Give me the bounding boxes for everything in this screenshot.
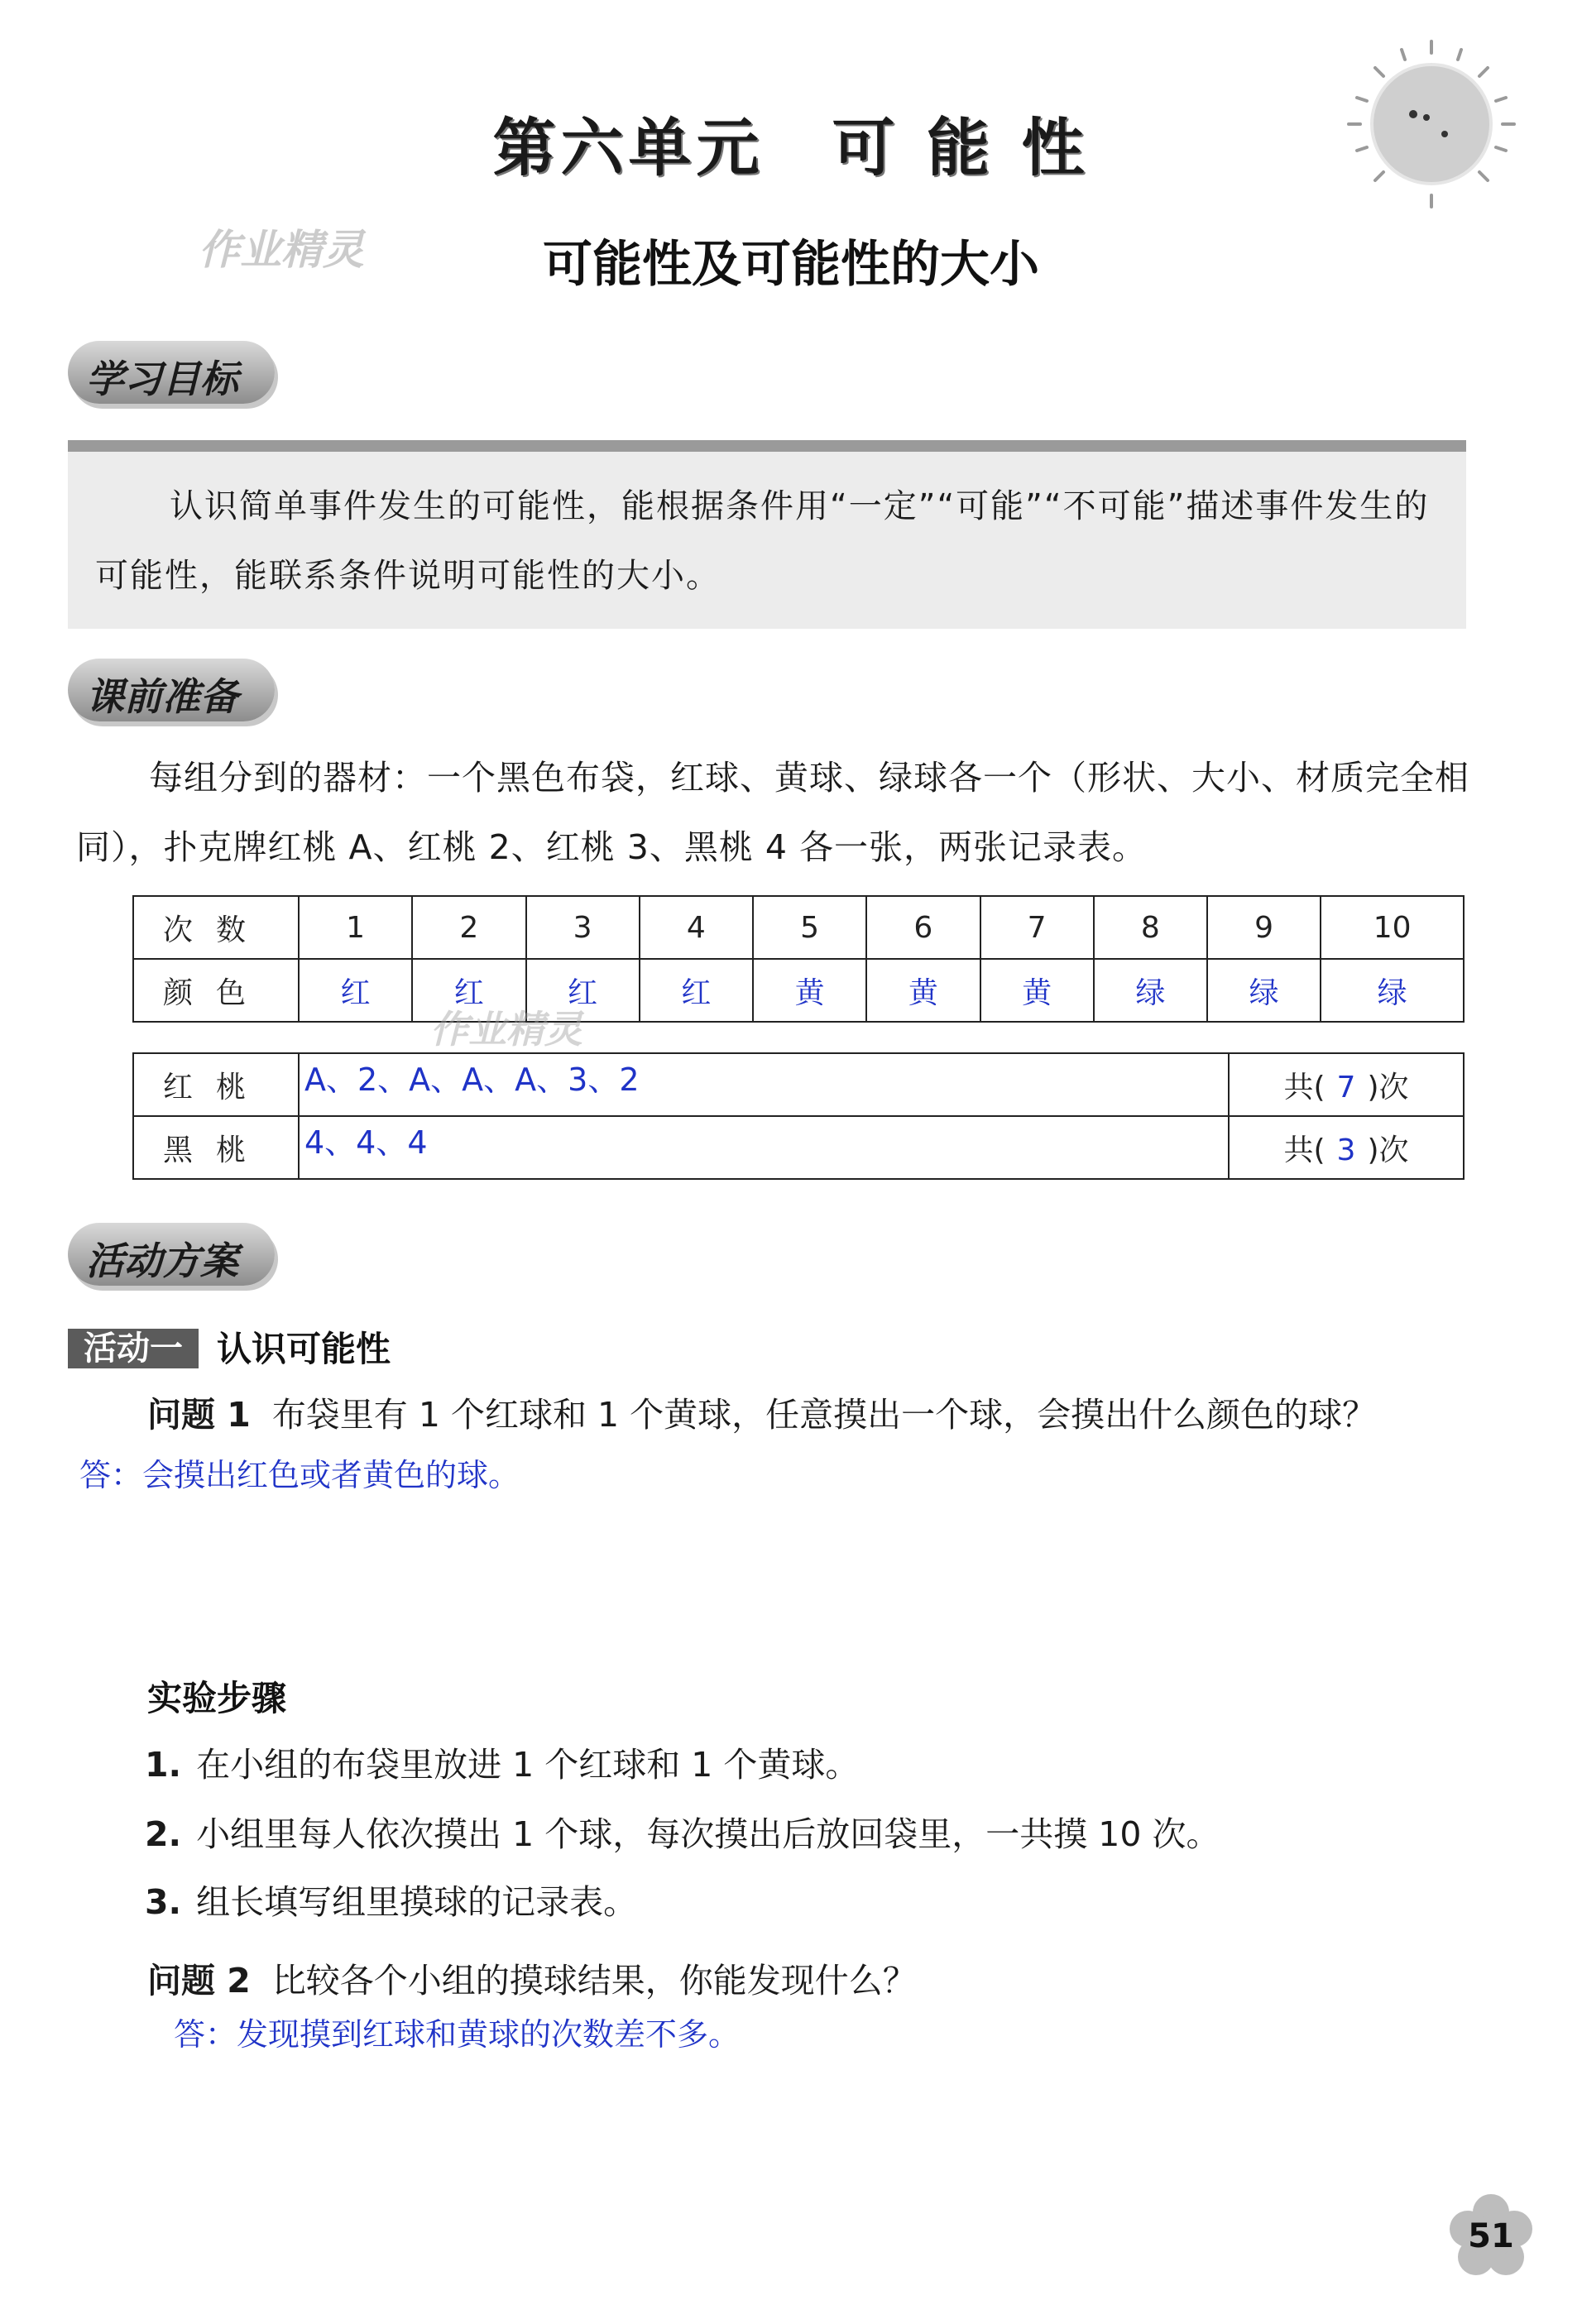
color-answer-cell: 红 <box>299 959 412 1022</box>
watermark: 作业精灵 <box>430 1007 582 1052</box>
total-suffix: )次 <box>1367 1133 1409 1167</box>
color-answer-cell: 绿 <box>1321 959 1464 1022</box>
section-heading-label: 活动方案 <box>86 1239 238 1283</box>
count-cell: 3 <box>526 896 640 959</box>
color-answer-cell: 红 <box>412 959 525 1022</box>
step-item <box>145 1737 859 1786</box>
section-heading-plan <box>68 1223 275 1286</box>
unit-title: 第六单元 可 能 性 <box>492 111 1090 184</box>
color-answer-cell: 红 <box>526 959 640 1022</box>
table-row <box>133 896 1464 959</box>
table-row <box>133 959 1464 1022</box>
section-heading-preparation <box>68 659 275 721</box>
count-cell: 5 <box>753 896 866 959</box>
color-answer-cell: 黄 <box>753 959 866 1022</box>
spades-total <box>1229 1116 1464 1179</box>
count-cell: 9 <box>1207 896 1321 959</box>
step-item <box>145 1875 637 1924</box>
step-text: 组长填写组里摸球的记录表。 <box>196 1882 638 1922</box>
total-value: 7 <box>1336 1070 1356 1104</box>
lesson-title: 可能性及可能性的大小 <box>543 236 1039 294</box>
question-label: 问题 1 <box>147 1395 251 1435</box>
step-number: 2. <box>145 1814 182 1854</box>
card-record-table <box>132 1052 1465 1180</box>
count-cell: 2 <box>412 896 525 959</box>
color-answer-cell: 绿 <box>1094 959 1207 1022</box>
answer-1: 答：会摸出红色或者黄色的球。 <box>79 1457 520 1493</box>
row-label-spades: 黑桃 <box>133 1116 299 1179</box>
count-cell: 8 <box>1094 896 1207 959</box>
activity-title: 认识可能性 <box>217 1329 391 1369</box>
step-text: 在小组的布袋里放进 1 个红球和 1 个黄球。 <box>196 1745 860 1785</box>
total-prefix: 共( <box>1283 1070 1326 1104</box>
hearts-draws: A、2、A、A、A、3、2 <box>299 1053 1229 1116</box>
color-answer-cell: 黄 <box>866 959 980 1022</box>
step-item <box>145 1807 1220 1856</box>
row-label-hearts: 红桃 <box>133 1053 299 1116</box>
question-text: 比较各个小组的摸球结果，你能发现什么？ <box>271 1961 917 2001</box>
steps-title: 实验步骤 <box>147 1678 287 1718</box>
section-heading-label: 学习目标 <box>86 357 238 401</box>
section-heading-label: 课前准备 <box>86 674 238 719</box>
table-row <box>133 1053 1464 1116</box>
total-value: 3 <box>1336 1133 1356 1167</box>
section-heading-goals <box>68 341 275 404</box>
watermark: 作业精灵 <box>199 226 364 274</box>
color-answer-cell: 黄 <box>980 959 1094 1022</box>
question-2 <box>147 1946 917 2015</box>
question-label: 问题 2 <box>147 1961 251 2001</box>
total-prefix: 共( <box>1283 1133 1326 1167</box>
table-row <box>133 1116 1464 1179</box>
row-label-color: 颜色 <box>133 959 299 1022</box>
page-number: 51 <box>1468 2217 1514 2255</box>
row-label-count: 次数 <box>133 896 299 959</box>
color-answer-cell: 红 <box>640 959 753 1022</box>
step-number: 1. <box>145 1745 182 1785</box>
question-text: 布袋里有 1 个红球和 1 个黄球，任意摸出一个球，会摸出什么颜色的球？ <box>271 1395 1377 1435</box>
question-1 <box>147 1380 1376 1450</box>
step-number: 3. <box>145 1882 182 1922</box>
total-suffix: )次 <box>1367 1070 1409 1104</box>
activity-label: 活动一 <box>68 1329 199 1368</box>
count-cell: 10 <box>1321 896 1464 959</box>
count-cell: 7 <box>980 896 1094 959</box>
step-text: 小组里每人依次摸出 1 个球，每次摸出后放回袋里，一共摸 10 次。 <box>196 1814 1220 1854</box>
ball-record-table <box>132 895 1465 1023</box>
answer-2: 答：发现摸到红球和黄球的次数差不多。 <box>174 2016 741 2053</box>
goal-text: 认识简单事件发生的可能性，能根据条件用“一定”“可能”“不可能”描述事件发生的可能性，能联系条件说明可能性的大小。 <box>95 487 1430 595</box>
spades-draws: 4、4、4 <box>299 1116 1229 1179</box>
count-cell: 4 <box>640 896 753 959</box>
count-cell: 6 <box>866 896 980 959</box>
color-answer-cell: 绿 <box>1207 959 1321 1022</box>
preparation-text: 每组分到的器材：一个黑色布袋，红球、黄球、绿球各一个（形状、大小、材质完全相同），扑克牌红桃 A、红桃 2、红桃 3、黑桃 4 各一张，两张记录表。 <box>76 758 1469 867</box>
count-cell: 1 <box>299 896 412 959</box>
hearts-total <box>1229 1053 1464 1116</box>
